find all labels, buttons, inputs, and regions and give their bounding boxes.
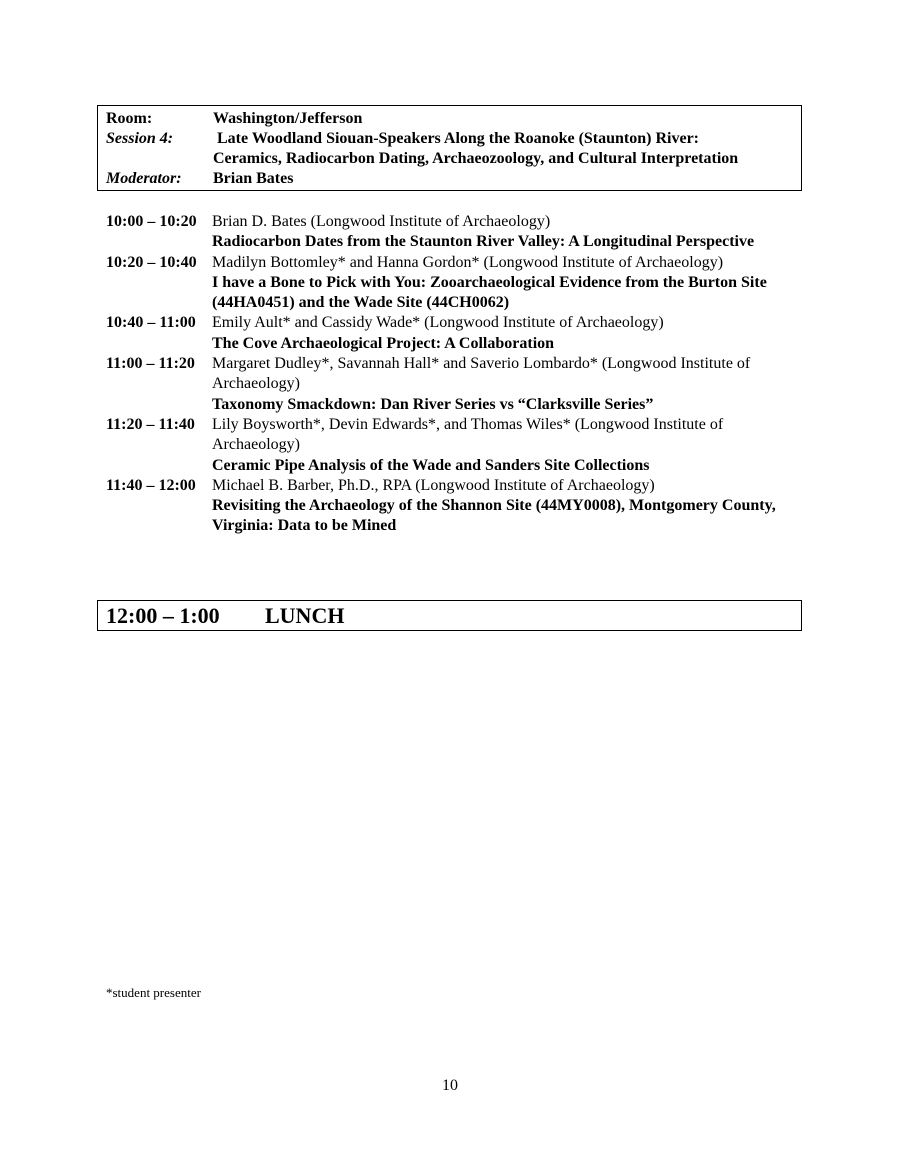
lunch-box [97,600,802,631]
entry-presenters: Emily Ault* and Cassidy Wade* (Longwood Institute of Archaeology) [212,314,664,332]
schedule-entry [106,313,806,354]
room-label: Room: [106,110,153,127]
entry-title: I have a Bone to Pick with You: Zooarchaeological Evidence from the Burton Site (44HA0451) and the Wade Site (44CH0062) [212,273,767,312]
schedule-list [106,212,806,537]
lunch-label: LUNCH [265,603,345,628]
entry-time: 11:00 – 11:20 [106,355,195,373]
footnote: *student presenter [106,985,201,1000]
entry-presenters: Michael B. Barber, Ph.D., RPA (Longwood Institute of Archaeology) [212,476,655,494]
moderator-value: Brian Bates [213,170,294,187]
entry-time: 10:40 – 11:00 [106,314,196,332]
schedule-entry [106,354,806,415]
entry-presenters: Madilyn Bottomley* and Hanna Gordon* (Longwood Institute of Archaeology) [212,253,724,271]
page-number: 10 [442,1077,458,1094]
moderator-label: Moderator: [106,170,182,187]
schedule-entry [106,253,806,314]
entry-presenters: Lily Boysworth*, Devin Edwards*, and Thomas Wiles* (Longwood Institute of Archaeology) [212,415,724,454]
schedule-entry [106,212,806,253]
room-value: Washington/Jefferson [213,110,363,127]
entry-time: 11:40 – 12:00 [106,476,196,494]
entry-title: Ceramic Pipe Analysis of the Wade and Sanders Site Collections [212,456,650,474]
entry-title: Revisiting the Archaeology of the Shannon Site (44MY0008), Montgomery County, Virginia: Data to be Mined [212,497,776,535]
session-header-box [97,105,802,191]
schedule-entry [106,415,806,476]
session-label: Session 4: [106,130,174,147]
entry-time: 10:00 – 10:20 [106,213,197,230]
entry-title: Radiocarbon Dates from the Staunton River Valley: A Longitudinal Perspective [212,233,755,251]
entry-title: The Cove Archaeological Project: A Collaboration [212,334,555,352]
entry-presenters: Margaret Dudley*, Savannah Hall* and Saverio Lombardo* (Longwood Institute of Archaeology) [212,355,751,393]
entry-time: 11:20 – 11:40 [106,415,195,433]
entry-presenters: Brian D. Bates (Longwood Institute of Archaeology) [212,213,551,230]
session-title-line2: Ceramics, Radiocarbon Dating, Archaeozoology, and Cultural Interpretation [213,150,739,167]
session-title-line1: Late Woodland Siouan-Speakers Along the Roanoke (Staunton) River: [217,130,699,147]
schedule-entry [106,476,806,537]
entry-time: 10:20 – 10:40 [106,253,197,271]
entry-title: Taxonomy Smackdown: Dan River Series vs “Clarksville Series” [212,395,654,413]
lunch-time: 12:00 – 1:00 [106,603,220,628]
